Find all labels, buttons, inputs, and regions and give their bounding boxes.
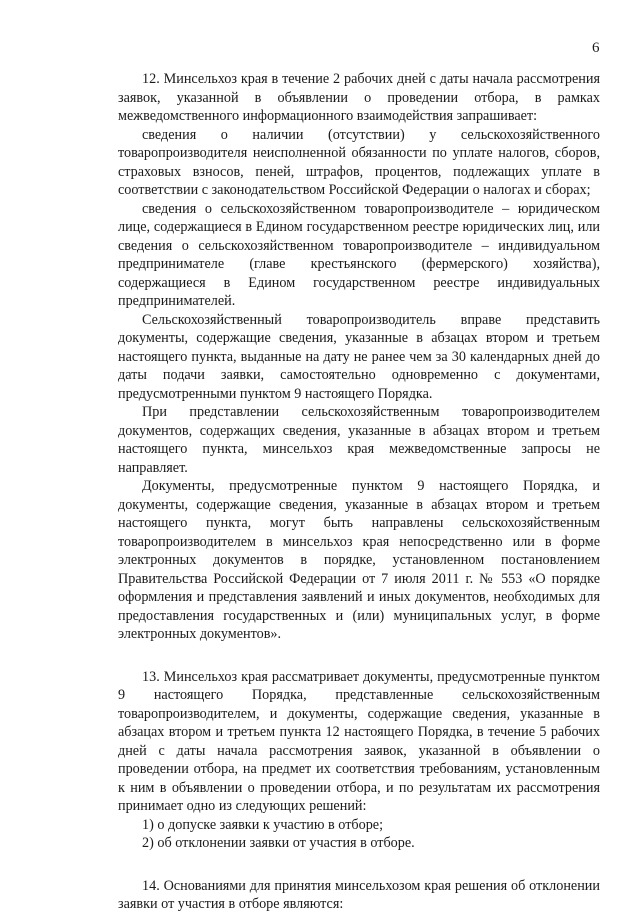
- section-spacer: [118, 644, 600, 668]
- paragraph-12-self-submit: Сельскохозяйственный товаропроизводитель вправе представить документы, содержащие сведения, указанные в абзацах втором и третьем настоящего пункта, выданные на дату не ранее чем за 30 календарных дней до даты подачи заявки, самостоятельно одновременно с документами, предусмотренными пунктом 9 настоящего Порядка.: [118, 311, 600, 402]
- paragraph-12-no-requests: При представлении сельскохозяйственным товаропроизводителем документов, содержащих сведения, указанные в абзацах втором и третьем настоящего пункта, минсельхоз края межведомственные запросы не направляет.: [118, 404, 600, 476]
- document-body: [118, 70, 600, 914]
- section-spacer: [118, 853, 600, 877]
- paragraph-14: 14. Основаниями для принятия минсельхозом края решения об отклонении заявки от участия в отборе являются:: [118, 877, 600, 912]
- paragraph-13: 13. Минсельхоз края рассматривает документы, предусмотренные пунктом 9 настоящего Порядка, представленные сельскохозяйственным товаропроизводителем, и документы, содержащие сведения, указанные в абзацах втором и третьем пункта 12 настоящего Порядка, в течение 5 рабочих дней с даты начала рассмотрения заявок, указанной в объявлении о проведении отбора, на предмет их соответствия требованиям, установленным к ним в объявлении о проведении отбора, и по результатам их рассмотрения принимает одно из следующих решений:: [118, 668, 600, 814]
- paragraph-12-registry-info: сведения о сельскохозяйственном товаропроизводителе – юридическом лице, содержащиеся в Едином государственном реестре юридических лиц, или сведения о сельскохозяйственном товаропроизводителе – индивидуальном предпринимателе (главе крестьянского (фермерского) хозяйства), содержащиеся в Едином государственном реестре индивидуальных предпринимателей.: [118, 200, 600, 309]
- page-number: 6: [592, 40, 600, 56]
- paragraph-13-option-2: 2) об отклонении заявки от участия в отборе.: [142, 835, 415, 851]
- paragraph-12-tax-info: сведения о наличии (отсутствии) у сельскохозяйственного товаропроизводителя неисполненной обязанности по уплате налогов, сборов, страховых взносов, пеней, штрафов, процентов, подлежащих уплате в соответствии с законодательством Российской Федерации о налогах и сборах;: [118, 126, 600, 198]
- paragraph-12: 12. Минсельхоз края в течение 2 рабочих дней с даты начала рассмотрения заявок, указанной в объявлении о проведении отбора, в рамках межведомственного информационного взаимодействия запрашивает:: [118, 71, 600, 124]
- paragraph-13-option-1: 1) о допуске заявки к участию в отборе;: [142, 816, 384, 833]
- paragraph-12-electronic-docs: Документы, предусмотренные пунктом 9 настоящего Порядка, и документы, содержащие сведения, указанные в абзацах втором и третьем настоящего пункта, могут быть направлены сельскохозяйственным товаропроизводителем в минсельхоз края непосредственно или в форме электронных документов в порядке, установленном постановлением Правительства Российской Федерации от 7 июля 2011 г. № 553 «О порядке оформления и представления заявлений и иных документов, необходимых для предоставления государственных и (или) муниципальных услуг, в форме электронных документов».: [118, 478, 600, 642]
